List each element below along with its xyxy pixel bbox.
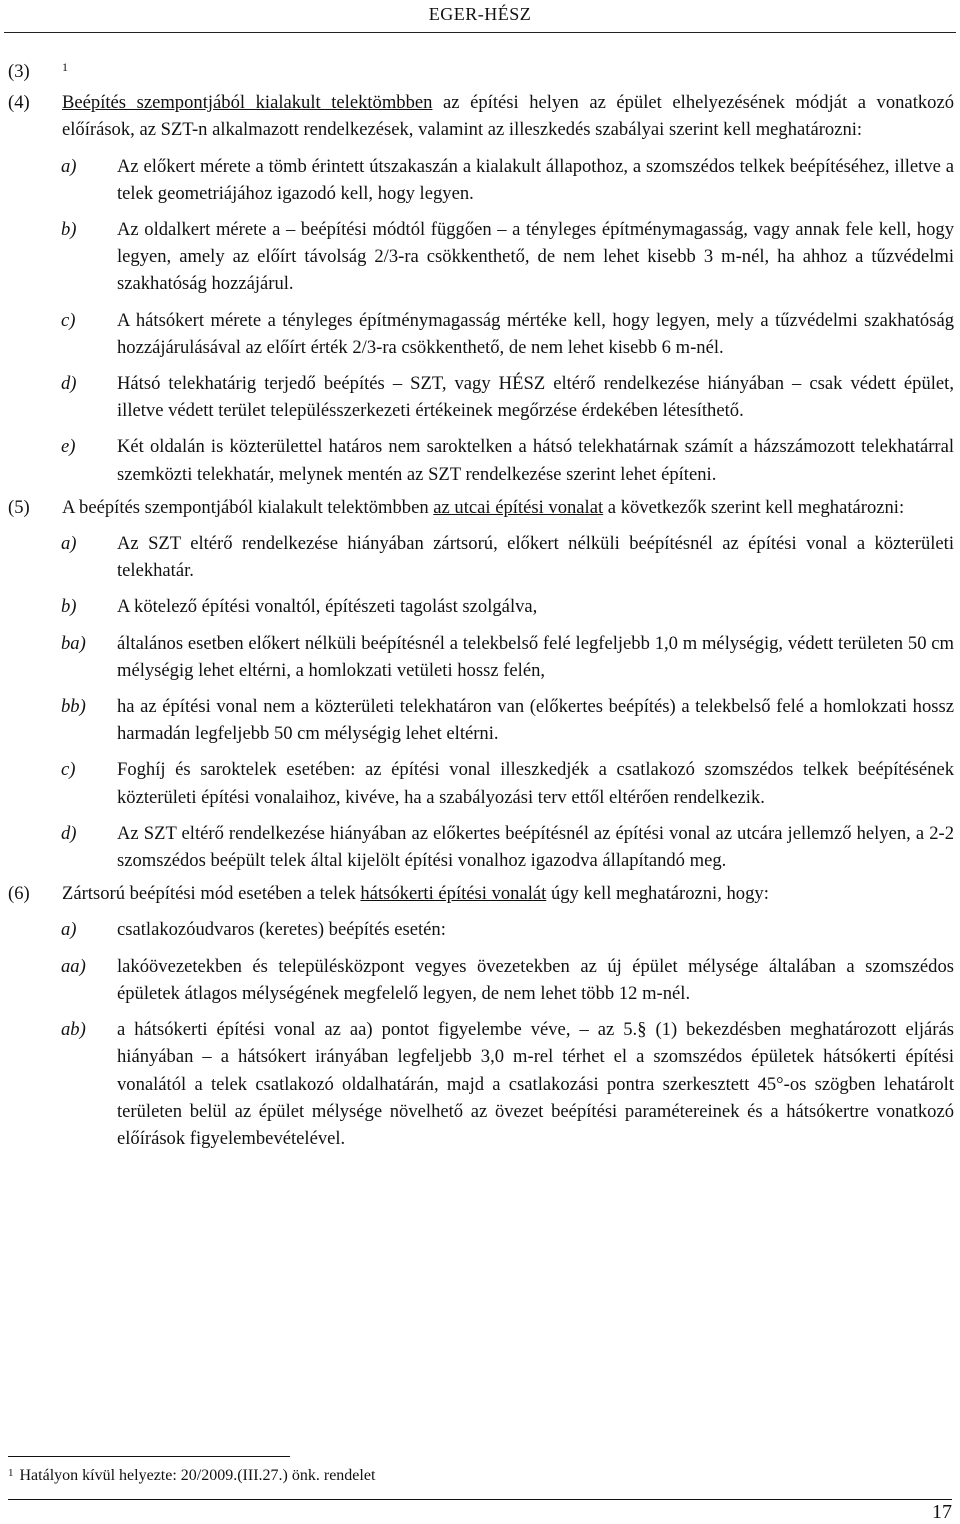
item-text: Az előkert mérete a tömb érintett útszakaszán a kialakult állapothoz, a szomszédos telkek beépítéséhez, illetve a telek geometriájához igazodó kell, hogy legyen. [117,155,954,204]
section-4-number: (4) [8,92,30,114]
section-5-item-bb [0,693,960,747]
item-label: ab) [61,1019,86,1041]
section-6-intro-before: Zártsorú beépítési mód esetében a telek [62,883,361,905]
page-header [0,0,960,34]
item-text: a hátsókerti építési vonal az aa) pontot figyelembe véve, – az 5.§ (1) bekezdésben meghatározott eljárás hiányában – a hátsókert irányában legfeljebb 3,0 m-rel térhet el a szomszédos épületek hátsókerti építési vonalától a telek csatlakozó oldalhatárán, majd a csatlakozási pontra szerkesztett 45°-os szögben lehatárolt területen belül az épület mélysége növelhető az övezet beépítési paramétereinek és a hátsókertre vonatkozó előírások figyelembevételével. [117,1019,954,1149]
footnote-separator [8,1456,290,1457]
section-4 [0,89,960,143]
header-rule [4,32,956,33]
item-label: b) [61,596,77,618]
item-label: a) [61,919,77,941]
section-3 [0,58,960,85]
section-5-underlined-term: az utcai építési vonalat [433,496,604,518]
item-label: b) [61,219,77,241]
item-text: Hátsó telekhatárig terjedő beépítés – SZT, vagy HÉSZ eltérő rendelkezése hiányában – csak védett épület, illetve védett terület településszerkezeti értékeinek megőrzése érdekében létesíthető. [117,373,954,422]
section-4-intro: az építési helyen az épület elhelyezésének módját a vonatkozó előírások, az SZT-n alkalmazott rendelkezések, valamint az illeszkedés szabályai szerint kell meghatározni: [62,92,954,141]
item-label: d) [61,373,77,395]
header-title: EGER-HÉSZ [428,4,532,24]
section-4-item-b [0,216,960,298]
section-6-number: (6) [8,883,30,905]
section-5-item-d [0,820,960,874]
section-4-item-d [0,370,960,424]
section-5 [0,494,960,521]
section-5-intro-after: a következők szerint kell meghatározni: [603,496,905,518]
item-label: aa) [61,955,86,977]
section-5-item-a [0,530,960,584]
document-body [0,58,960,1152]
section-6 [0,880,960,907]
item-label: a) [61,155,77,177]
page-number: 17 [932,1501,952,1523]
item-text: A hátsókert mérete a tényleges építménymagasság mértéke kell, hogy legyen, mely a tűzvédelmi szakhatóság hozzájárulásával az előírt érték 2/3-ra csökkenthető, de nem lehet kisebb 6 m-nél. [117,309,954,358]
section-4-item-a [0,153,960,207]
item-label: ba) [61,632,86,654]
item-text: Az SZT eltérő rendelkezése hiányában az előkertes beépítésnél az építési vonal az utcára jellemző helyen, a 2-2 szomszédos beépült telek által kijelölt építési vonalhoz igazodva állapítandó meg. [117,822,954,872]
item-label: c) [61,309,76,331]
item-label: a) [61,533,77,555]
item-text: Foghíj és saroktelek esetében: az építési vonal illeszkedjék a csatlakozó szomszédos telkek beépítésének közterületi építési vonalaihoz, kivéve, ha a szabályozási terv ettől eltérően rendelkezik. [117,759,954,808]
footnote [8,1466,375,1486]
footnote-marker: 1 [8,1467,14,1479]
section-5-item-ba [0,630,960,684]
section-6-item-ab [0,1016,960,1152]
section-4-underlined-term: Beépítés szempontjából kialakult telektömbben [62,92,433,114]
footer-rule [8,1499,952,1500]
item-label: bb) [61,696,86,718]
footnote-text: Hatályon kívül helyezte: 20/2009.(III.27.) önk. rendelet [19,1467,376,1484]
section-6-item-a [0,916,960,943]
item-text: ha az építési vonal nem a közterületi telekhatáron van (előkertes beépítés) a telekbelső felé a homlokzati hossz harmadán legfeljebb 50 cm mélységig lehet eltérni. [117,696,954,745]
item-label: c) [61,759,76,781]
item-text: Az SZT eltérő rendelkezése hiányában zártsorú, előkert nélküli beépítésnél az építési vonal a közterületi telekhatár. [117,533,954,582]
footnote-reference: 1 [62,60,68,74]
item-text: csatlakozóudvaros (keretes) beépítés esetén: [117,919,446,941]
item-label: e) [61,436,76,458]
section-3-number: (3) [8,61,30,82]
section-5-number: (5) [8,496,30,518]
item-text: Két oldalán is közterülettel határos nem saroktelken a hátsó telekhatárnak számít a házszámozott telekhatárral szemközti telekhatár, melynek mentén az SZT rendelkezése szerint lehet építeni. [117,436,954,485]
section-6-intro-after: úgy kell meghatározni, hogy: [546,883,769,905]
section-4-item-c [0,307,960,361]
item-text: általános esetben előkert nélküli beépítésnél a telekbelső felé legfeljebb 1,0 m mélységig, védett területen 50 cm mélységig lehet eltérni, a homlokzati vetületi hossz felén, [117,632,954,681]
item-text: lakóövezetekben és településközpont vegyes övezetekben az új épület mélysége általában a szomszédos épületek átlagos mélységének megfelelő legyen, de nem lehet több 12 m-nél. [117,955,954,1004]
item-text: A kötelező építési vonaltól, építészeti tagolást szolgálva, [117,596,538,618]
section-6-underlined-term: hátsókerti építési vonalát [360,883,547,905]
item-text: Az oldalkert mérete a – beépítési módtól függően – a tényleges építménymagasság, vagy annak fele kell, hogy legyen, amely az előírt távolság 2/3-ra csökkenthető, de nem lehet kisebb 3 m-nél, ha ahhoz a tűzvédelmi szakhatóság hozzájárul. [117,219,954,295]
section-5-intro-before: A beépítés szempontjából kialakult telektömbben [62,496,434,518]
item-label: d) [61,822,77,844]
section-4-item-e [0,433,960,487]
section-6-item-aa [0,953,960,1007]
section-5-item-b [0,593,960,620]
section-5-item-c [0,756,960,810]
